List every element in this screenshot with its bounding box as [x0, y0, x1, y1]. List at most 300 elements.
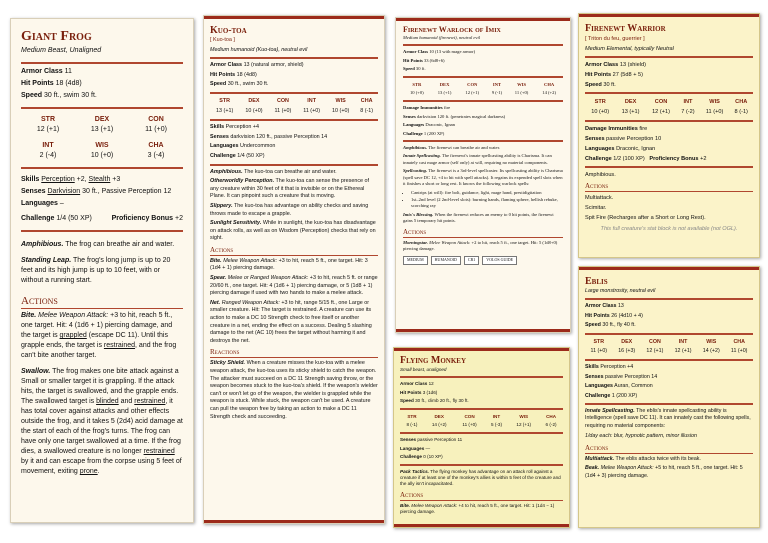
- speed-label: Speed: [585, 82, 602, 88]
- ability-value: 10 (+0): [90, 152, 114, 159]
- ability-value: 12 (+1): [674, 348, 692, 355]
- ability-value: 13 (+1): [216, 107, 234, 114]
- languages-label: Languages: [403, 122, 425, 128]
- action-name: Multiattack.: [585, 455, 615, 462]
- senses-value: passive Perception 10: [606, 136, 662, 142]
- ability-head: CHA: [546, 413, 557, 419]
- tag-button[interactable]: HUMANOID: [431, 256, 461, 264]
- trait-text: The kuo-toa has advantage on ability checks and saving throws made to escape a grapple.: [210, 202, 369, 217]
- stat-block-firenewt-warrior: [578, 13, 760, 258]
- ability-head: STR: [412, 81, 422, 87]
- armor-label: Armor Class: [21, 68, 63, 75]
- action-name: Bite.: [400, 502, 410, 508]
- actions-heading: Actions: [403, 228, 563, 238]
- prof-value: +2: [175, 215, 183, 222]
- ability-value: 11 (+0): [705, 109, 724, 115]
- languages-label: Languages: [210, 143, 239, 150]
- ability-table: [585, 97, 753, 117]
- action-text: and: [120, 398, 133, 405]
- skills-value: Perception +4: [600, 364, 634, 371]
- ability-head: DEX: [439, 81, 450, 87]
- ability-value: 14 (+2): [702, 348, 720, 355]
- action-name: Spit Fire (Recharges after a Short or Long Rest).: [585, 215, 706, 221]
- hp-value: 33 (6d8+6): [423, 57, 445, 63]
- ability-value: 13 (+1): [621, 109, 640, 115]
- damage-label: Damage Immunities: [403, 105, 443, 111]
- trait-name: Slippery.: [210, 202, 233, 209]
- creature-type: Small beast, unaligned: [400, 367, 447, 372]
- spell-list-item: • Cantrips (at will): fire bolt, guidance, light, mage hand, prestidigitation: [411, 190, 563, 196]
- action-text: (escape DC 11). Until this grapple ends, the target is: [21, 332, 168, 349]
- speed-value: 30 ft.: [603, 82, 616, 88]
- ability-name: DEX: [94, 116, 110, 123]
- condition-link-restrained[interactable]: restrained: [134, 398, 166, 405]
- action-text: .: [97, 468, 100, 475]
- ability-head: INT: [492, 81, 502, 87]
- divider: [21, 167, 183, 169]
- creature-name: Giant Frog: [21, 29, 92, 44]
- skill-bonus: +3: [112, 176, 121, 183]
- trait-name: Innate Spellcasting.: [585, 408, 635, 415]
- challenge-label: Challenge: [210, 152, 236, 159]
- ability-value: 7 (-2): [681, 109, 695, 115]
- divider: [585, 56, 753, 58]
- speed-value: 30 ft., climb 20 ft., fly 30 ft.: [415, 398, 469, 404]
- ability-head: DEX: [621, 338, 633, 345]
- languages-label: Languages: [21, 200, 58, 207]
- actions-heading: Actions: [21, 294, 183, 309]
- action-text: +3 to hit, range 5/15 ft., one Large or smaller creature. Hit: The target is restrained. A creature can use its action to make a DC 10 Strength check to free itself or another creature in a net, ending the effect on a success. Dealing 5 slashing damage to the net (AC 10) frees the target without harming it and destroys the net.: [210, 299, 372, 344]
- armor-label: Armor Class: [400, 381, 428, 387]
- speed-label: Speed: [21, 92, 43, 99]
- divider: [210, 164, 378, 166]
- prof-label: Proficiency Bonus: [649, 156, 699, 162]
- attack-type: Melee Weapon Attack:: [411, 502, 458, 508]
- ability-head: DEX: [248, 97, 260, 104]
- spell-list-item: • 1st–2nd level (2 2nd-level slots): burning hands, flaming sphere, hellish rebuke, scorching ray: [411, 197, 563, 210]
- challenge-label: Challenge: [403, 130, 423, 136]
- senses-label: Senses: [585, 136, 605, 142]
- hp-value: 26 (4d10 + 4): [611, 312, 643, 319]
- ability-head: WIS: [335, 97, 346, 104]
- challenge-label: Challenge: [400, 454, 422, 460]
- creature-type: Medium humanoid (Kuo-toa), neutral evil: [210, 46, 308, 53]
- ability-head: STR: [594, 99, 606, 105]
- challenge-value: 1 (200 XP): [611, 392, 638, 399]
- speed-label: Speed: [210, 81, 227, 88]
- action-name: Scimitar.: [585, 205, 607, 211]
- languages-label: Languages: [585, 146, 615, 152]
- stat-block-firenewt-warlock: [395, 17, 571, 333]
- divider: [585, 333, 753, 335]
- creature-tag: [ Triton du feu, guerrier ]: [585, 36, 645, 42]
- divider: [585, 120, 753, 122]
- ability-head: DEX: [624, 99, 637, 105]
- creature-name: Firenewt Warlock of Imix: [403, 25, 501, 34]
- ability-value: 3 (-4): [147, 152, 165, 159]
- bottom-bar: [394, 524, 569, 527]
- actions-heading: Actions: [210, 246, 378, 256]
- trait-text: The eblis's innate spellcasting ability is Intelligence (spell save DC 11). It can innately cast the following spells, requiring no material components:: [585, 408, 751, 429]
- senses-label: Senses: [585, 373, 604, 380]
- attack-type: Melee or Ranged Weapon Attack:: [227, 275, 309, 282]
- action-name: Spear.: [210, 275, 227, 282]
- ability-table: [403, 81, 563, 98]
- condition-link-restrained[interactable]: restrained: [103, 342, 136, 349]
- hp-value: 27 (5d8 + 5): [612, 72, 643, 78]
- ability-value: 16 (+3): [618, 348, 636, 355]
- ability-head: CHA: [360, 97, 373, 104]
- creature-type: Medium Beast, Unaligned: [21, 47, 102, 54]
- ability-value: 14 (+2): [542, 90, 556, 96]
- trait-name: Innate Spellcasting.: [403, 153, 441, 159]
- divider: [400, 376, 563, 378]
- armor-value: 13 (natural armor, shield): [243, 62, 304, 69]
- skill-link-stealth[interactable]: Stealth: [88, 176, 111, 183]
- senses-value: passive Perception 11: [417, 437, 463, 443]
- top-bar: [396, 18, 570, 21]
- armor-value: 13: [617, 303, 624, 310]
- ability-value: 11 (+0): [145, 126, 167, 133]
- divider: [403, 44, 563, 46]
- creature-name: Flying Monkey: [400, 355, 467, 366]
- ability-head: STR: [407, 413, 417, 419]
- ability-value: 6 (-2): [545, 422, 557, 428]
- ability-value: 5 (-3): [491, 422, 502, 428]
- skills-label: Skills: [210, 124, 225, 131]
- speed-label: Speed: [585, 322, 601, 329]
- trait-name: Otherworldly Perception.: [210, 178, 275, 185]
- ability-value: 8 (-1): [360, 107, 374, 114]
- trait-name: Amphibious.: [585, 172, 616, 178]
- skill-link-perception[interactable]: Perception: [41, 176, 75, 183]
- ability-name: INT: [42, 142, 54, 149]
- divider: [210, 57, 378, 59]
- divider: [585, 403, 753, 405]
- actions-heading: Actions: [585, 182, 753, 192]
- action-name: Net.: [210, 299, 221, 306]
- ability-value: 10 (+0): [332, 107, 350, 114]
- top-bar: [579, 14, 759, 17]
- hp-value: 18 (4d8): [236, 71, 257, 78]
- top-bar: [204, 16, 384, 19]
- languages-label: Languages: [585, 383, 613, 390]
- ability-head: WIS: [709, 99, 720, 105]
- ability-value: 8 (-1): [406, 422, 418, 428]
- trait-name: Amphibious.: [210, 168, 243, 175]
- ability-value: 8 (-1): [734, 109, 748, 115]
- divider: [585, 92, 753, 94]
- trait-name: Imix's Blessing.: [403, 211, 434, 217]
- action-name: Beak.: [585, 465, 600, 472]
- languages-value: Undercommon: [239, 143, 276, 150]
- trait-text: The firenewt is a 3rd-level spellcaster. Its spellcasting ability is Charisma (spell save DC 12, +4 to hit with spell attacks). It regains its expended spell slots when it finishes a short or long rest. It knows the following warlock spells:: [403, 168, 563, 187]
- ability-value: 12 (+1): [465, 90, 480, 96]
- trait-text: The firenewt's innate spellcasting ability is Charisma. It can innately cast mage armor (self only) at will, requiring no material components.: [403, 153, 552, 165]
- tag-button[interactable]: VOLOS GUIDE: [482, 256, 517, 264]
- challenge-label: Challenge: [585, 156, 612, 162]
- senses-link-darkvision[interactable]: Darkvision: [47, 188, 81, 195]
- ability-head: INT: [683, 99, 693, 105]
- trait-text: The firenewt can breathe air and water.: [428, 145, 501, 151]
- ability-value: 12 (+1): [516, 422, 532, 428]
- skills-value: Perception +4: [225, 124, 260, 131]
- ability-value: 14 (+2): [431, 422, 447, 428]
- divider: [21, 230, 183, 232]
- attack-type: Ranged Weapon Attack:: [221, 299, 280, 306]
- ability-value: 11 (+0): [303, 107, 321, 114]
- senses-label: Senses: [403, 113, 416, 119]
- speed-value: 30 ft., swim 30 ft.: [43, 92, 97, 99]
- divider: [210, 92, 378, 94]
- ability-value: 11 (+0): [462, 422, 477, 428]
- ability-head: CON: [649, 338, 661, 345]
- ability-value: 10 (+0): [591, 109, 610, 115]
- ability-head: CON: [464, 413, 475, 419]
- trait-text: The kuo-toa can sense the presence of any creature within 30 feet of it that is invisible or on the Ethereal Plane. It can pinpoint such a creature that is moving.: [210, 178, 370, 200]
- ability-value: 12 (+1): [652, 109, 670, 115]
- hp-label: Hit Points: [585, 312, 610, 319]
- creature-type: Medium Elemental, typically Neutral: [585, 46, 674, 52]
- languages-value: –: [59, 200, 64, 207]
- action-name: Morningstar.: [403, 239, 428, 245]
- ability-value: 12 (+1): [36, 126, 60, 133]
- action-text: +3 to hit, reach 5 ft., one target. Hit: 4 (1d6 + 1) piercing damage, and the target is: [21, 312, 173, 339]
- trait-name: Pack Tactics.: [400, 468, 429, 474]
- stat-block-giant-frog: [10, 18, 194, 523]
- trait-text: The frog's long jump is up to 20 feet and its high jump is up to 10 feet, with or without a running start.: [21, 257, 171, 284]
- speed-value: 30 ft., fly 40 ft.: [602, 322, 636, 329]
- top-bar: [394, 348, 569, 351]
- ability-head: CHA: [733, 338, 745, 345]
- armor-value: 13 (shield): [619, 62, 646, 68]
- spell-list: [411, 190, 563, 210]
- ability-head: STR: [219, 97, 231, 104]
- trait-text: While in sunlight, the kuo-toa has disadvantage on attack rolls, as well as on Wisdom (Perception) checks that rely on sight.: [210, 220, 376, 242]
- languages-value: Draconic, Ignan: [425, 122, 455, 128]
- creature-tag: [ Kuo-toa ]: [210, 37, 235, 43]
- action-text: +5 to hit, reach 5 ft., one target. Hit: 5 (1d4 + 3) piercing damage.: [585, 465, 743, 479]
- action-text: +4 to hit, reach 5 ft., one target. Hit: 1 (1d4 − 1) piercing damage.: [400, 502, 555, 515]
- ability-head: WIS: [519, 413, 529, 419]
- ability-head: WIS: [706, 338, 717, 345]
- trait-name: Standing Leap.: [21, 257, 72, 264]
- action-text: +3 to hit, reach 5 ft., one target. Hit: 3 (1d4 + 1) piercing damage.: [210, 257, 368, 272]
- condition-link-blinded[interactable]: blinded: [96, 398, 119, 405]
- skills-label: Skills: [21, 176, 40, 183]
- ability-table: [585, 338, 753, 357]
- armor-label: Armor Class: [585, 303, 617, 310]
- skill-bonus: +2,: [76, 176, 89, 183]
- ability-head: CON: [654, 99, 668, 105]
- hp-label: Hit Points: [400, 389, 422, 395]
- ability-head: DEX: [434, 413, 444, 419]
- trait-name: Amphibious.: [21, 241, 64, 248]
- armor-value: 12: [428, 381, 434, 387]
- challenge-label: Challenge: [21, 215, 55, 222]
- action-text: +3 to hit, reach 5 ft. or range 20/60 ft., one target. Hit: 4 (1d6 + 1) piercing damage, or 5 (1d8 + 1) piercing damage if used with two hands to make a melee attack.: [210, 275, 378, 297]
- speed-label: Speed: [403, 66, 415, 72]
- speed-label: Speed: [400, 398, 414, 404]
- damage-value: fire: [443, 105, 451, 111]
- languages-value: Auran, Common: [614, 383, 653, 390]
- trait-text: The kuo-toa can breathe air and water.: [244, 168, 337, 175]
- divider: [21, 62, 183, 64]
- divider: [403, 140, 563, 142]
- condition-link-prone[interactable]: prone: [79, 468, 98, 475]
- senses-value: darkvision 120 ft. (penetrates magical darkness): [416, 113, 506, 119]
- action-text: The eblis attacks twice with its beak.: [615, 455, 701, 462]
- action-text: The frog makes one bite attack against a Small or smaller target it is grappling. If the attack hits, the target is swallowed, and the grapple ends. The swallowed target is: [21, 368, 179, 405]
- armor-label: Armor Class: [403, 49, 429, 55]
- creature-name: Kuo-toa: [210, 25, 247, 36]
- ability-head: STR: [593, 338, 605, 345]
- ability-value: 10 (+0): [410, 90, 424, 96]
- creature-type: Medium humanoid (firenewt), neutral evil: [403, 35, 481, 40]
- prof-value: +2: [700, 156, 707, 162]
- divider: [403, 100, 563, 102]
- condition-link-grappled[interactable]: grappled: [59, 332, 87, 339]
- action-text: , and the frog can't bite another target.: [21, 342, 177, 359]
- action-text: by it and can escape from the corpse using 5 feet of movement, exiting: [21, 458, 182, 475]
- ability-head: CHA: [544, 81, 555, 87]
- divider: [585, 298, 753, 300]
- speed-value: 30 ft.: [415, 66, 426, 72]
- creature-name: Firenewt Warrior: [585, 23, 666, 34]
- ogl-note: This full creature's stat block is not available (not OGL).: [600, 226, 738, 232]
- languages-value: —: [425, 445, 431, 451]
- spell-list: 1/day each: blur, hypnotic pattern, minor illusion: [585, 433, 697, 440]
- ability-value: 11 (+0): [730, 348, 748, 355]
- divider: [21, 107, 183, 109]
- divider: [400, 408, 563, 410]
- action-name: Bite.: [210, 257, 222, 264]
- action-name: Bite.: [21, 312, 37, 319]
- trait-name: Amphibious.: [403, 145, 428, 151]
- attack-type: Melee Weapon Attack:: [429, 239, 471, 245]
- ability-head: CON: [467, 81, 478, 87]
- trait-text: The frog can breathe air and water.: [65, 241, 175, 248]
- languages-value: Draconic, Ignan: [616, 146, 656, 152]
- top-bar: [579, 267, 759, 270]
- bottom-bar: [396, 329, 570, 332]
- languages-label: Languages: [400, 445, 425, 451]
- hp-label: Hit Points: [585, 72, 612, 78]
- action-name: Swallow.: [21, 368, 51, 375]
- challenge-value: 1/4 (50 XP): [56, 215, 92, 222]
- ability-head: WIS: [517, 81, 527, 87]
- hp-value: 3 (1d6): [422, 389, 438, 395]
- hp-label: Hit Points: [21, 80, 54, 87]
- senses-value: darkvision 120 ft., passive Perception 14: [230, 133, 328, 140]
- actions-heading: Actions: [400, 491, 563, 501]
- senses-label: Senses: [21, 188, 46, 195]
- ability-name: CON: [148, 116, 164, 123]
- action-name: Multiattack.: [585, 195, 614, 201]
- stat-block-flying-monkey: [393, 347, 570, 528]
- ability-value: 12 (+1): [646, 348, 664, 355]
- action-text: , it has total cover against attacks and other effects outside the frog, and it takes 5 (2d4) acid damage at the start of each of the frog's turns. The frog can have only one target swallowed at a time. If the frog dies, a swallowed creature is no longer: [21, 398, 183, 455]
- senses-value: passive Perception 14: [605, 373, 658, 380]
- divider: [585, 166, 753, 168]
- reaction-text: When a creature misses the kuo-toa with a melee weapon attack, the kuo-toa uses its sticky shield to catch the weapon. The attacker must succeed on a DC 11 Strength saving throw, or the weapon becomes stuck to the kuo-toa's shield. If the weapon's wielder can't or won't let go of the weapon, the wielder is grappled while the weapon is stuck. While stuck, the weapon can't be used. A creature can pull the weapon free by taking an action to make a DC 11 Strength check and succeeding.: [210, 360, 378, 420]
- armor-label: Armor Class: [210, 62, 243, 69]
- ability-value: 9 (-1): [491, 90, 503, 96]
- attack-type: Melee Weapon Attack:: [600, 465, 654, 472]
- ability-value: 13 (+1): [90, 126, 114, 133]
- ability-head: INT: [307, 97, 316, 104]
- armor-label: Armor Class: [585, 62, 619, 68]
- trait-text: When the firenewt reduces an enemy to 0 hit points, the firenewt gains 5 temporary hit points.: [403, 211, 554, 224]
- ability-value: 2 (-4): [39, 152, 57, 159]
- ability-value: 11 (+0): [514, 90, 529, 96]
- ability-value: 11 (+0): [590, 348, 608, 355]
- ability-value: 13 (+1): [437, 90, 452, 96]
- ability-name: CHA: [148, 142, 164, 149]
- senses-value: 30 ft., Passive Perception 12: [82, 188, 172, 195]
- divider: [403, 76, 563, 78]
- reaction-name: Sticky Shield.: [210, 360, 246, 367]
- skills-label: Skills: [585, 364, 599, 371]
- hp-value: 18 (4d8): [55, 80, 82, 87]
- trait-name: Spellcasting.: [403, 168, 428, 174]
- attack-type: Melee Weapon Attack:: [38, 312, 109, 319]
- challenge-value: 1 (200 XP): [423, 130, 445, 136]
- hp-label: Hit Points: [403, 57, 423, 63]
- ability-name: WIS: [95, 142, 109, 149]
- divider: [210, 119, 378, 121]
- ability-value: 11 (+0): [274, 107, 292, 114]
- damage-label: Damage Immunities: [585, 126, 638, 132]
- senses-label: Senses: [210, 133, 229, 140]
- reactions-heading: Reactions: [210, 348, 378, 358]
- challenge-value: 0 (10 XP): [423, 454, 443, 460]
- attack-type: Melee Weapon Attack:: [223, 257, 278, 264]
- creature-type: Large monstrosity, neutral evil: [585, 288, 656, 294]
- senses-label: Senses: [400, 437, 417, 443]
- challenge-label: Challenge: [585, 392, 611, 399]
- divider: [585, 359, 753, 361]
- speed-value: 30 ft., swim 30 ft.: [227, 81, 269, 88]
- divider: [400, 432, 563, 434]
- prof-label: Proficiency Bonus: [111, 215, 174, 222]
- ability-head: CON: [276, 97, 289, 104]
- tag-button[interactable]: CR1: [464, 256, 479, 264]
- ability-scores: [21, 115, 183, 161]
- ability-head: INT: [678, 338, 688, 345]
- action-text: +2 to hit, reach 5 ft., one target. Hit: 5 (1d8+0) piercing damage.: [403, 239, 558, 251]
- tag-row: [403, 256, 563, 264]
- armor-value: 11: [64, 68, 72, 75]
- challenge-value: 1/4 (50 XP): [237, 152, 265, 159]
- stat-block-kuo-toa: [203, 15, 385, 524]
- tag-button[interactable]: MEDIUM: [403, 256, 428, 264]
- ability-value: 10 (+0): [245, 107, 263, 114]
- ability-table: [210, 97, 378, 116]
- condition-link-restrained[interactable]: restrained: [143, 448, 175, 455]
- challenge-value: 1/2 (100 XP): [613, 156, 645, 162]
- ability-head: CHA: [735, 99, 748, 105]
- damage-value: fire: [639, 126, 648, 132]
- divider: [400, 464, 563, 466]
- stat-block-eblis: [578, 266, 760, 528]
- ability-name: STR: [41, 116, 55, 123]
- actions-heading: Actions: [585, 444, 753, 454]
- trait-name: Sunlight Sensitivity.: [210, 220, 262, 227]
- ability-table: [400, 413, 563, 430]
- trait-text: The flying monkey has advantage on an attack roll against a creature if at least one of the monkey's allies is within 5 feet of the creature and the ally isn't incapacitated.: [400, 468, 561, 487]
- hp-label: Hit Points: [210, 71, 236, 78]
